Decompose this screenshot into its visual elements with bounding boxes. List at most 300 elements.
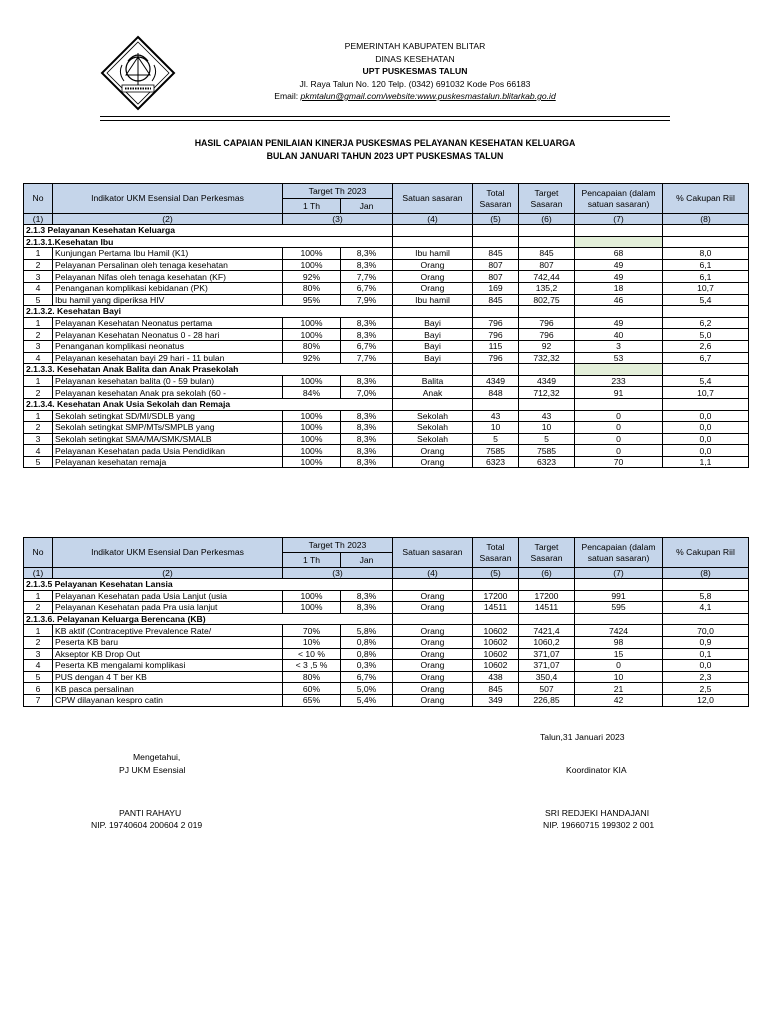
left-signer-role: PJ UKM Esensial (119, 765, 186, 775)
section-empty-cell (393, 364, 473, 376)
section-empty-cell (663, 398, 749, 410)
row-satuan: Orang (393, 694, 473, 706)
row-cakupan: 0,0 (663, 445, 749, 457)
col-pencapaian: Pencapaian (dalam satuan sasaran) (575, 184, 663, 214)
table-row (24, 282, 749, 294)
row-satuan: Orang (393, 456, 473, 468)
col-no: No (24, 184, 53, 214)
row-cakupan: 10,7 (663, 387, 749, 399)
section-empty-cell (575, 613, 663, 625)
table-row (24, 602, 749, 614)
row-cakupan: 1,1 (663, 456, 749, 468)
column-number: (1) (24, 214, 53, 225)
row-no: 3 (24, 648, 53, 660)
row-cakupan: 4,1 (663, 602, 749, 614)
row-pencapaian: 68 (575, 248, 663, 260)
row-target-jan: 8,3% (341, 317, 393, 329)
row-pencapaian: 53 (575, 352, 663, 364)
row-indikator: Sekolah setingkat SD/MI/SDLB yang (53, 410, 283, 422)
row-target-jan: 5,4% (341, 694, 393, 706)
row-no: 5 (24, 456, 53, 468)
row-cakupan: 6,1 (663, 259, 749, 271)
column-number: (2) (53, 568, 283, 579)
table-row (24, 445, 749, 457)
row-indikator: Sekolah setingkat SMA/MA/SMK/SMALB (53, 433, 283, 445)
unit-name: UPT PUSKESMAS TALUN (362, 66, 468, 76)
row-pencapaian: 3 (575, 340, 663, 352)
row-satuan: Orang (393, 648, 473, 660)
row-no: 1 (24, 317, 53, 329)
row-target-sasaran: 796 (519, 317, 575, 329)
section-row (24, 306, 749, 318)
row-target-1th: 100% (283, 248, 341, 260)
row-satuan: Orang (393, 602, 473, 614)
row-pencapaian: 595 (575, 602, 663, 614)
row-target-1th: 95% (283, 294, 341, 306)
section-empty-cell (473, 398, 519, 410)
row-target-sasaran: 17200 (519, 590, 575, 602)
row-no: 4 (24, 660, 53, 672)
table-row (24, 648, 749, 660)
row-target-1th: 100% (283, 375, 341, 387)
section-empty-cell (393, 398, 473, 410)
table-row (24, 317, 749, 329)
row-satuan: Bayi (393, 329, 473, 341)
row-pencapaian: 49 (575, 259, 663, 271)
row-no: 6 (24, 683, 53, 695)
section-empty-cell (519, 225, 575, 237)
table-row (24, 375, 749, 387)
address: Jl. Raya Talun No. 120 Telp. (0342) 691032 Kode Pos 66183 (299, 78, 531, 89)
section-empty-cell (663, 364, 749, 376)
section-title: 2.1.3.3. Kesehatan Anak Balita dan Anak Prasekolah (24, 364, 393, 376)
row-no: 4 (24, 352, 53, 364)
row-target-sasaran: 371,07 (519, 648, 575, 660)
section-empty-cell (393, 225, 473, 237)
left-signer-nip: NIP. 19740604 200604 2 019 (91, 820, 203, 830)
row-indikator: Pelayanan kesehatan bayi 29 hari - 11 bulan (53, 352, 283, 364)
letterhead-rule-thin (100, 120, 670, 121)
row-cakupan: 5,4 (663, 375, 749, 387)
row-no: 1 (24, 625, 53, 637)
row-cakupan: 12,0 (663, 694, 749, 706)
row-target-jan: 0,8% (341, 636, 393, 648)
row-total: 807 (473, 271, 519, 283)
row-pencapaian: 42 (575, 694, 663, 706)
row-total: 115 (473, 340, 519, 352)
column-number: (6) (519, 214, 575, 225)
row-total: 438 (473, 671, 519, 683)
row-indikator: Pelayanan Kesehatan Neonatus pertama (53, 317, 283, 329)
row-no: 2 (24, 422, 53, 434)
row-indikator: Kunjungan Pertama Ibu Hamil (K1) (53, 248, 283, 260)
column-number: (5) (473, 568, 519, 579)
row-pencapaian: 70 (575, 456, 663, 468)
row-total: 43 (473, 410, 519, 422)
section-empty-cell (393, 236, 473, 248)
row-satuan: Sekolah (393, 433, 473, 445)
row-total: 845 (473, 683, 519, 695)
row-indikator: Penanganan komplikasi neonatus (53, 340, 283, 352)
row-target-sasaran: 507 (519, 683, 575, 695)
row-target-jan: 8,3% (341, 422, 393, 434)
row-cakupan: 2,6 (663, 340, 749, 352)
section-empty-cell (393, 613, 473, 625)
row-target-jan: 6,7% (341, 340, 393, 352)
row-target-1th: 92% (283, 271, 341, 283)
table-row (24, 636, 749, 648)
row-satuan: Orang (393, 671, 473, 683)
row-target-sasaran: 5 (519, 433, 575, 445)
row-cakupan: 8,0 (663, 248, 749, 260)
row-target-sasaran: 742,44 (519, 271, 575, 283)
section-empty-cell (663, 236, 749, 248)
row-cakupan: 10,7 (663, 282, 749, 294)
col-satuan: Satuan sasaran (393, 184, 473, 214)
row-target-sasaran: 732,32 (519, 352, 575, 364)
row-target-sasaran: 7421,4 (519, 625, 575, 637)
row-pencapaian: 991 (575, 590, 663, 602)
section-empty-cell (575, 398, 663, 410)
row-indikator: Pelayanan Nifas oleh tenaga kesehatan (KF) (53, 271, 283, 283)
row-pencapaian: 10 (575, 671, 663, 683)
row-cakupan: 5,4 (663, 294, 749, 306)
col-total: Total Sasaran (473, 184, 519, 214)
report-date: Talun,31 Januari 2023 (540, 732, 625, 742)
row-satuan: Orang (393, 636, 473, 648)
row-total: 848 (473, 387, 519, 399)
column-number: (4) (393, 568, 473, 579)
row-target-1th: 100% (283, 329, 341, 341)
table-row (24, 329, 749, 341)
row-satuan: Anak (393, 387, 473, 399)
row-no: 4 (24, 282, 53, 294)
email-line (150, 90, 680, 103)
row-pencapaian: 18 (575, 282, 663, 294)
email-label: Email: (274, 91, 299, 101)
row-indikator: CPW dilayanan kespro catin (53, 694, 283, 706)
row-total: 14511 (473, 602, 519, 614)
section-empty-cell (473, 364, 519, 376)
row-satuan: Bayi (393, 340, 473, 352)
row-target-1th: 100% (283, 590, 341, 602)
row-target-jan: 7,0% (341, 387, 393, 399)
row-target-sasaran: 14511 (519, 602, 575, 614)
section-empty-cell (519, 613, 575, 625)
row-total: 845 (473, 248, 519, 260)
row-indikator: Ibu hamil yang diperiksa HIV (53, 294, 283, 306)
column-number-row (24, 568, 749, 579)
row-target-1th: 100% (283, 456, 341, 468)
row-target-1th: 100% (283, 445, 341, 457)
row-target-1th: 65% (283, 694, 341, 706)
col-indikator: Indikator UKM Esensial Dan Perkesmas (53, 538, 283, 568)
row-satuan: Orang (393, 590, 473, 602)
column-number: (5) (473, 214, 519, 225)
row-target-jan: 8,3% (341, 590, 393, 602)
row-target-jan: 8,3% (341, 445, 393, 457)
row-total: 10 (473, 422, 519, 434)
row-target-sasaran: 4349 (519, 375, 575, 387)
row-indikator: Peserta KB mengalami komplikasi (53, 660, 283, 672)
row-target-sasaran: 135,2 (519, 282, 575, 294)
row-total: 6323 (473, 456, 519, 468)
table-row (24, 671, 749, 683)
row-cakupan: 0,0 (663, 422, 749, 434)
table-row (24, 683, 749, 695)
column-number: (7) (575, 214, 663, 225)
row-target-sasaran: 226,85 (519, 694, 575, 706)
section-empty-cell (519, 364, 575, 376)
table-row (24, 625, 749, 637)
row-total: 807 (473, 259, 519, 271)
row-pencapaian: 91 (575, 387, 663, 399)
section-empty-cell (473, 225, 519, 237)
row-indikator: Peserta KB baru (53, 636, 283, 648)
row-no: 3 (24, 271, 53, 283)
section-row (24, 613, 749, 625)
row-pencapaian: 233 (575, 375, 663, 387)
row-target-1th: 80% (283, 282, 341, 294)
table-row (24, 660, 749, 672)
column-number: (6) (519, 568, 575, 579)
row-target-sasaran: 371,07 (519, 660, 575, 672)
section-empty-cell (575, 306, 663, 318)
row-pencapaian: 49 (575, 317, 663, 329)
title-line-2: BULAN JANUARI TAHUN 2023 UPT PUSKESMAS TALUN (266, 151, 504, 161)
section-empty-cell (393, 306, 473, 318)
row-indikator: Penanganan komplikasi kebidanan (PK) (53, 282, 283, 294)
col-satuan: Satuan sasaran (393, 538, 473, 568)
row-indikator: Akseptor KB Drop Out (53, 648, 283, 660)
row-target-1th: 100% (283, 317, 341, 329)
row-indikator: KB pasca persalinan (53, 683, 283, 695)
title-line-1: HASIL CAPAIAN PENILAIAN KINERJA PUSKESMAS PELAYANAN KESEHATAN KELUARGA (194, 138, 576, 148)
row-satuan: Orang (393, 282, 473, 294)
row-cakupan: 70,0 (663, 625, 749, 637)
col-target-sasaran: Target Sasaran (519, 538, 575, 568)
table-row (24, 694, 749, 706)
row-no: 3 (24, 433, 53, 445)
row-target-1th: 84% (283, 387, 341, 399)
row-target-jan: 5,0% (341, 683, 393, 695)
section-empty-cell (575, 579, 663, 591)
row-no: 2 (24, 602, 53, 614)
table-row (24, 433, 749, 445)
table-row (24, 387, 749, 399)
row-satuan: Orang (393, 259, 473, 271)
performance-table-1 (23, 183, 749, 468)
row-target-1th: 80% (283, 671, 341, 683)
row-satuan: Orang (393, 660, 473, 672)
letterhead-rule (100, 116, 670, 117)
row-target-jan: 8,3% (341, 433, 393, 445)
row-target-jan: 8,3% (341, 329, 393, 341)
row-target-sasaran: 802,75 (519, 294, 575, 306)
row-target-jan: 5,8% (341, 625, 393, 637)
row-no: 2 (24, 259, 53, 271)
section-empty-cell (519, 398, 575, 410)
row-no: 2 (24, 636, 53, 648)
row-satuan: Orang (393, 625, 473, 637)
row-satuan: Balita (393, 375, 473, 387)
row-satuan: Bayi (393, 352, 473, 364)
section-row (24, 364, 749, 376)
row-target-1th: 80% (283, 340, 341, 352)
row-cakupan: 0,0 (663, 410, 749, 422)
row-cakupan: 0,9 (663, 636, 749, 648)
section-row (24, 579, 749, 591)
row-indikator: Pelayanan Kesehatan pada Pra usia lanjut (53, 602, 283, 614)
row-no: 1 (24, 248, 53, 260)
gov-name: PEMERINTAH KABUPATEN BLITAR (344, 41, 486, 51)
row-no: 1 (24, 375, 53, 387)
col-target-sasaran: Target Sasaran (519, 184, 575, 214)
row-total: 349 (473, 694, 519, 706)
row-target-sasaran: 1060,2 (519, 636, 575, 648)
row-total: 10602 (473, 625, 519, 637)
row-target-jan: 0,3% (341, 660, 393, 672)
section-title: 2.1.3 Pelayanan Kesehatan Keluarga (24, 225, 393, 237)
row-target-jan: 7,7% (341, 271, 393, 283)
row-indikator: Pelayanan Kesehatan pada Usia Pendidikan (53, 445, 283, 457)
col-total: Total Sasaran (473, 538, 519, 568)
row-total: 17200 (473, 590, 519, 602)
known-by-label: Mengetahui, (133, 752, 181, 762)
row-indikator: KB aktif (Contraceptive Prevalence Rate/ (53, 625, 283, 637)
left-signer-name: PANTI RAHAYU (119, 808, 182, 818)
col-pencapaian: Pencapaian (dalam satuan sasaran) (575, 538, 663, 568)
row-target-sasaran: 43 (519, 410, 575, 422)
section-row (24, 398, 749, 410)
row-satuan: Bayi (393, 317, 473, 329)
row-pencapaian: 7424 (575, 625, 663, 637)
row-total: 796 (473, 329, 519, 341)
section-title: 2.1.3.1.Kesehatan Ibu (24, 236, 393, 248)
row-target-1th: 60% (283, 683, 341, 695)
header-row (24, 184, 749, 199)
row-satuan: Sekolah (393, 422, 473, 434)
email-link[interactable]: pkmtalun@gmail.com/website:www.puskesmastalun.blitarkab.go.id (300, 91, 556, 101)
row-no: 4 (24, 445, 53, 457)
row-target-sasaran: 845 (519, 248, 575, 260)
row-cakupan: 6,2 (663, 317, 749, 329)
row-no: 2 (24, 329, 53, 341)
row-target-1th: 10% (283, 636, 341, 648)
col-target-th: Target Th 2023 (283, 538, 393, 553)
col-1th: 1 Th (283, 199, 341, 214)
row-cakupan: 6,7 (663, 352, 749, 364)
row-indikator: Pelayanan Kesehatan pada Usia Lanjut (usia (53, 590, 283, 602)
section-title: 2.1.3.4. Kesehatan Anak Usia Sekolah dan Remaja (24, 398, 393, 410)
col-no: No (24, 538, 53, 568)
row-indikator: Pelayanan kesehatan remaja (53, 456, 283, 468)
row-total: 10602 (473, 648, 519, 660)
row-target-jan: 8,3% (341, 375, 393, 387)
column-number: (1) (24, 568, 53, 579)
col-cakupan: % Cakupan Riil (663, 184, 749, 214)
section-empty-cell (575, 364, 663, 376)
report-title (100, 137, 670, 163)
row-target-jan: 8,3% (341, 259, 393, 271)
row-pencapaian: 0 (575, 433, 663, 445)
row-no: 5 (24, 294, 53, 306)
section-empty-cell (473, 306, 519, 318)
table-row (24, 590, 749, 602)
section-empty-cell (473, 236, 519, 248)
row-total: 4349 (473, 375, 519, 387)
row-total: 845 (473, 294, 519, 306)
row-cakupan: 6,1 (663, 271, 749, 283)
row-target-jan: 6,7% (341, 282, 393, 294)
row-target-jan: 7,7% (341, 352, 393, 364)
row-target-jan: 7,9% (341, 294, 393, 306)
row-pencapaian: 0 (575, 660, 663, 672)
right-signer-role: Koordinator KIA (566, 765, 627, 775)
row-satuan: Orang (393, 445, 473, 457)
row-total: 7585 (473, 445, 519, 457)
section-empty-cell (663, 225, 749, 237)
row-target-jan: 8,3% (341, 456, 393, 468)
col-jan: Jan (341, 553, 393, 568)
table-row (24, 456, 749, 468)
row-target-jan: 8,3% (341, 410, 393, 422)
table-row (24, 422, 749, 434)
row-cakupan: 2,3 (663, 671, 749, 683)
column-number: (3) (283, 568, 393, 579)
row-indikator: Pelayanan Kesehatan Neonatus 0 - 28 hari (53, 329, 283, 341)
row-pencapaian: 21 (575, 683, 663, 695)
row-cakupan: 0,1 (663, 648, 749, 660)
table-row (24, 259, 749, 271)
col-cakupan: % Cakupan Riil (663, 538, 749, 568)
right-signer-nip: NIP. 19660715 199302 2 001 (543, 820, 655, 830)
row-indikator: Pelayanan kesehatan balita (0 - 59 bulan) (53, 375, 283, 387)
section-empty-cell (519, 579, 575, 591)
row-no: 1 (24, 590, 53, 602)
row-cakupan: 0,0 (663, 660, 749, 672)
table-row (24, 410, 749, 422)
row-indikator: Pelayanan kesehatan Anak pra sekolah (60 - (53, 387, 283, 399)
row-target-1th: 92% (283, 352, 341, 364)
row-target-1th: < 10 % (283, 648, 341, 660)
row-target-sasaran: 92 (519, 340, 575, 352)
row-no: 2 (24, 387, 53, 399)
section-title: 2.1.3.5 Pelayanan Kesehatan Lansia (24, 579, 393, 591)
row-target-jan: 8,3% (341, 248, 393, 260)
row-satuan: Ibu hamil (393, 294, 473, 306)
table-row (24, 248, 749, 260)
row-pencapaian: 0 (575, 410, 663, 422)
row-cakupan: 5,8 (663, 590, 749, 602)
section-empty-cell (519, 306, 575, 318)
header-row (24, 538, 749, 553)
column-number: (8) (663, 568, 749, 579)
row-target-sasaran: 796 (519, 329, 575, 341)
section-row (24, 236, 749, 248)
row-pencapaian: 0 (575, 445, 663, 457)
row-pencapaian: 49 (575, 271, 663, 283)
row-target-1th: 100% (283, 602, 341, 614)
row-cakupan: 5,0 (663, 329, 749, 341)
row-pencapaian: 15 (575, 648, 663, 660)
row-satuan: Ibu hamil (393, 248, 473, 260)
row-target-1th: 100% (283, 422, 341, 434)
section-empty-cell (663, 306, 749, 318)
section-empty-cell (663, 579, 749, 591)
row-total: 5 (473, 433, 519, 445)
row-satuan: Sekolah (393, 410, 473, 422)
